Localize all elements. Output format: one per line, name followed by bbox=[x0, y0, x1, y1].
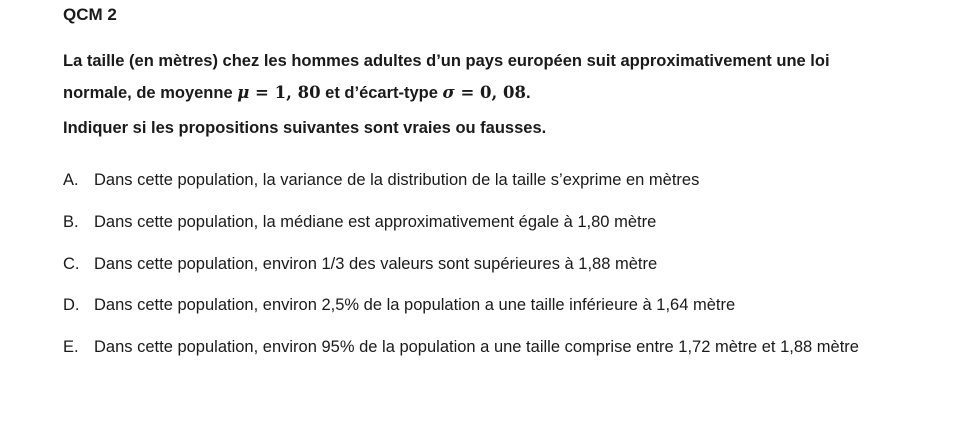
proposition-text: Dans cette population, la variance de la distribution de la taille s’exprime en mètres bbox=[94, 171, 700, 189]
sigma-symbol: σ bbox=[442, 83, 455, 102]
stem-line-1: La taille (en mètres) chez les hommes adultes d’un pays européen suit approximativement une loi bbox=[63, 52, 830, 70]
stem-end: . bbox=[525, 84, 531, 102]
stem-line-2-prefix: normale, de moyenne bbox=[63, 84, 238, 102]
proposition-e bbox=[63, 333, 943, 361]
proposition-a bbox=[63, 166, 943, 194]
proposition-text: Dans cette population, environ 1/3 des valeurs sont supérieures à 1,88 mètre bbox=[94, 255, 658, 273]
proposition-letter: A. bbox=[63, 171, 79, 189]
proposition-b bbox=[63, 208, 943, 236]
instruction: Indiquer si les propositions suivantes sont vraies ou fausses. bbox=[63, 119, 547, 137]
proposition-letter: E. bbox=[63, 338, 79, 356]
proposition-letter: C. bbox=[63, 255, 80, 273]
question-title: QCM 2 bbox=[63, 5, 117, 24]
proposition-letter: B. bbox=[63, 213, 79, 231]
proposition-text: Dans cette population, la médiane est approximativement égale à 1,80 mètre bbox=[94, 213, 657, 231]
mu-expression bbox=[237, 83, 320, 102]
proposition-text: Dans cette population, environ 95% de la population a une taille comprise entre 1,72 mètre et 1,88 mètre bbox=[94, 338, 859, 356]
proposition-c bbox=[63, 250, 943, 278]
mu-value: = 1, 80 bbox=[255, 83, 321, 102]
stem-middle: et d’écart-type bbox=[320, 84, 443, 102]
sigma-value: = 0, 08 bbox=[460, 83, 526, 102]
proposition-d bbox=[63, 291, 943, 319]
sigma-expression bbox=[443, 83, 526, 102]
proposition-letter: D. bbox=[63, 296, 80, 314]
proposition-text: Dans cette population, environ 2,5% de la population a une taille inférieure à 1,64 mètre bbox=[94, 296, 736, 314]
question-stem bbox=[63, 46, 943, 109]
mu-symbol: μ bbox=[237, 83, 250, 102]
